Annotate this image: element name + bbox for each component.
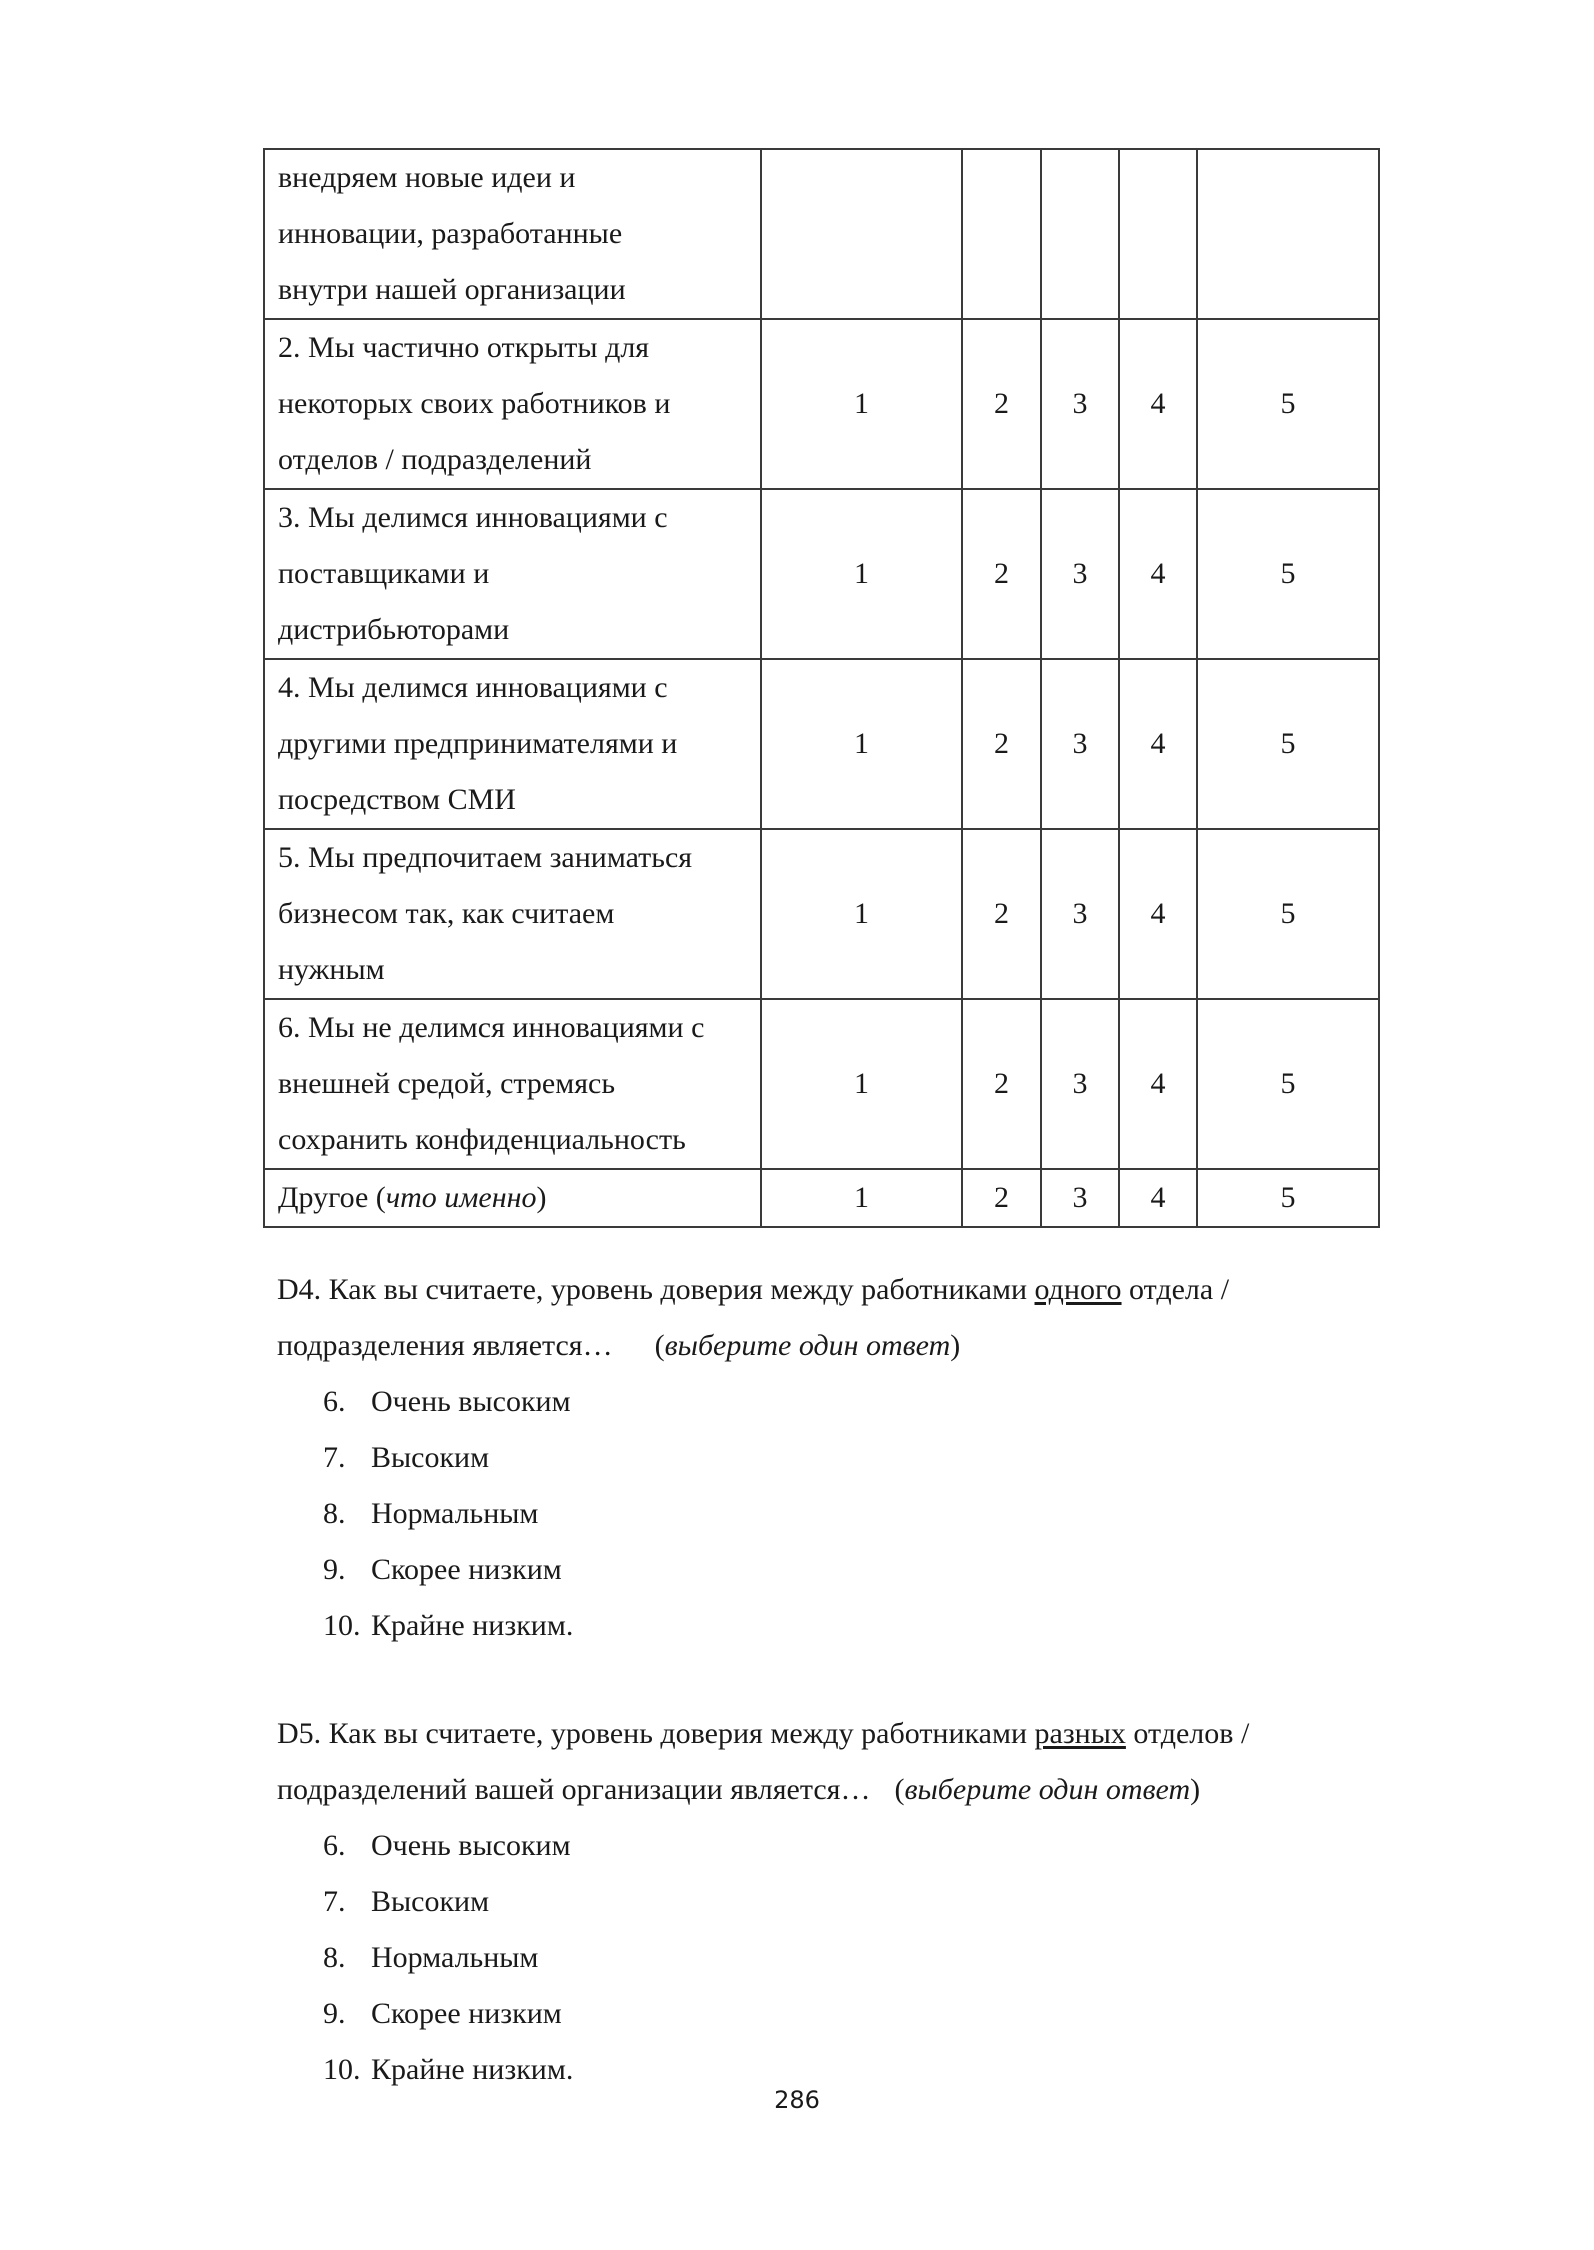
rating-cell-3: 3 [1041, 999, 1119, 1169]
d4-text-start: D4. Как вы считаете, уровень доверия между работниками [277, 1273, 1035, 1306]
option-number: 10. [323, 2053, 361, 2086]
table-row [264, 319, 1379, 489]
rating-cell-4: 4 [1119, 999, 1197, 1169]
d4-options [323, 1374, 573, 1654]
row-label [264, 999, 761, 1169]
rating-cell-3: 3 [1041, 319, 1119, 489]
question-d5-line1 [277, 1706, 1387, 1762]
list-item [323, 1486, 573, 1542]
rating-cell-5 [1197, 149, 1379, 319]
question-d4 [277, 1262, 1387, 1374]
question-d5-line2: подразделений вашей организации является… (выберите один ответ) [277, 1773, 1201, 1806]
other-italic-hint: что именно [385, 1181, 537, 1214]
rating-cell-1: 1 [761, 999, 962, 1169]
option-number: 8. [323, 1497, 346, 1530]
list-item [323, 1874, 573, 1930]
rating-cell-3: 3 [1041, 1169, 1119, 1227]
rating-cell-3: 3 [1041, 829, 1119, 999]
rating-table [263, 148, 1380, 1228]
row-label-line: некоторых своих работников и [278, 387, 671, 420]
d4-underlined-word: одного [1034, 1273, 1122, 1306]
row-label-line: другими предпринимателями и [278, 727, 678, 760]
list-item [323, 1374, 573, 1430]
option-text: Скорее низким [371, 1997, 562, 2030]
option-number: 7. [323, 1885, 346, 1918]
list-item [323, 1930, 573, 1986]
list-item [323, 1542, 573, 1598]
option-number: 7. [323, 1441, 346, 1474]
rating-cell-3 [1041, 149, 1119, 319]
table-row [264, 489, 1379, 659]
table-row [264, 149, 1379, 319]
rating-cell-5: 5 [1197, 999, 1379, 1169]
d4-text-line2: подразделения является… [277, 1329, 613, 1362]
rating-cell-4: 4 [1119, 489, 1197, 659]
row-label-line: 4. Мы делимся инновациями с [278, 671, 668, 704]
rating-cell-5: 5 [1197, 829, 1379, 999]
option-text: Высоким [371, 1885, 490, 1918]
option-text: Крайне низким. [371, 1609, 574, 1642]
option-text: Нормальным [371, 1941, 539, 1974]
row-label [264, 319, 761, 489]
rating-cell-4: 4 [1119, 319, 1197, 489]
rating-cell-4 [1119, 149, 1197, 319]
rating-cell-2: 2 [962, 1169, 1041, 1227]
row-label-line: внутри нашей организации [278, 273, 626, 306]
option-number: 6. [323, 1385, 346, 1418]
rating-cell-5: 5 [1197, 319, 1379, 489]
d5-text-start: D5. Как вы считаете, уровень доверия между работниками [277, 1717, 1035, 1750]
question-d5 [277, 1706, 1387, 1818]
list-item [323, 1818, 573, 1874]
page-number: 286 [774, 2086, 820, 2114]
row-label-line: дистрибьюторами [278, 613, 510, 646]
d5-hint: выберите один ответ [904, 1773, 1191, 1806]
row-label-line: отделов / подразделений [278, 443, 592, 476]
option-number: 9. [323, 1997, 346, 2030]
row-label-line: 5. Мы предпочитаем заниматься [278, 841, 693, 874]
table-row [264, 829, 1379, 999]
rating-cell-1: 1 [761, 1169, 962, 1227]
rating-cell-2: 2 [962, 659, 1041, 829]
rating-cell-4: 4 [1119, 1169, 1197, 1227]
rating-cell-2: 2 [962, 999, 1041, 1169]
row-label-line: бизнесом так, как считаем [278, 897, 615, 930]
row-label [264, 489, 761, 659]
rating-cell-5: 5 [1197, 659, 1379, 829]
d4-hint: выберите один ответ [664, 1329, 951, 1362]
option-number: 8. [323, 1941, 346, 1974]
question-d4-line2: подразделения является… (выберите один ответ) [277, 1329, 961, 1362]
option-number: 9. [323, 1553, 346, 1586]
d5-options [323, 1818, 573, 2098]
other-suffix: ) [536, 1181, 547, 1214]
table-row-other [264, 1169, 1379, 1227]
option-text: Высоким [371, 1441, 490, 1474]
d5-underlined-word: разных [1034, 1717, 1126, 1750]
rating-cell-3: 3 [1041, 489, 1119, 659]
list-item [323, 1598, 573, 1654]
rating-cell-4: 4 [1119, 829, 1197, 999]
question-d4-line1 [277, 1262, 1387, 1318]
rating-cell-4: 4 [1119, 659, 1197, 829]
rating-cell-5: 5 [1197, 1169, 1379, 1227]
row-label-line: посредством СМИ [278, 783, 516, 816]
row-label-line: сохранить конфиденциальность [278, 1123, 686, 1156]
rating-table-body [264, 149, 1379, 1227]
d5-text-line2: подразделений вашей организации является… [277, 1773, 871, 1806]
rating-cell-2 [962, 149, 1041, 319]
rating-cell-2: 2 [962, 489, 1041, 659]
option-number: 10. [323, 1609, 361, 1642]
option-text: Крайне низким. [371, 2053, 574, 2086]
row-label-line: 6. Мы не делимся инновациями с [278, 1011, 705, 1044]
row-label-line: инновации, разработанные [278, 217, 623, 250]
rating-cell-1: 1 [761, 659, 962, 829]
row-label-line: поставщиками и [278, 557, 490, 590]
rating-cell-5: 5 [1197, 489, 1379, 659]
option-text: Очень высоким [371, 1385, 571, 1418]
rating-cell-1 [761, 149, 962, 319]
row-label [264, 149, 761, 319]
list-item [323, 1986, 573, 2042]
other-prefix: Другое ( [278, 1181, 386, 1214]
list-item [323, 1430, 573, 1486]
table-row [264, 999, 1379, 1169]
table-row [264, 659, 1379, 829]
rating-cell-3: 3 [1041, 659, 1119, 829]
row-label-line: 3. Мы делимся инновациями с [278, 501, 668, 534]
rating-cell-1: 1 [761, 829, 962, 999]
option-text: Нормальным [371, 1497, 539, 1530]
rating-cell-2: 2 [962, 319, 1041, 489]
row-label [264, 829, 761, 999]
row-label-line: внешней средой, стремясь [278, 1067, 616, 1100]
rating-cell-2: 2 [962, 829, 1041, 999]
other-row-label [264, 1169, 761, 1227]
row-label [264, 659, 761, 829]
option-text: Скорее низким [371, 1553, 562, 1586]
d5-text-end: отделов / [1125, 1717, 1250, 1750]
d4-text-end: отдела / [1121, 1273, 1230, 1306]
row-label-line: нужным [278, 953, 385, 986]
option-number: 6. [323, 1829, 346, 1862]
option-text: Очень высоким [371, 1829, 571, 1862]
row-label-line: 2. Мы частично открыты для [278, 331, 650, 364]
rating-cell-1: 1 [761, 319, 962, 489]
rating-cell-1: 1 [761, 489, 962, 659]
row-label-line: внедряем новые идеи и [278, 161, 576, 194]
